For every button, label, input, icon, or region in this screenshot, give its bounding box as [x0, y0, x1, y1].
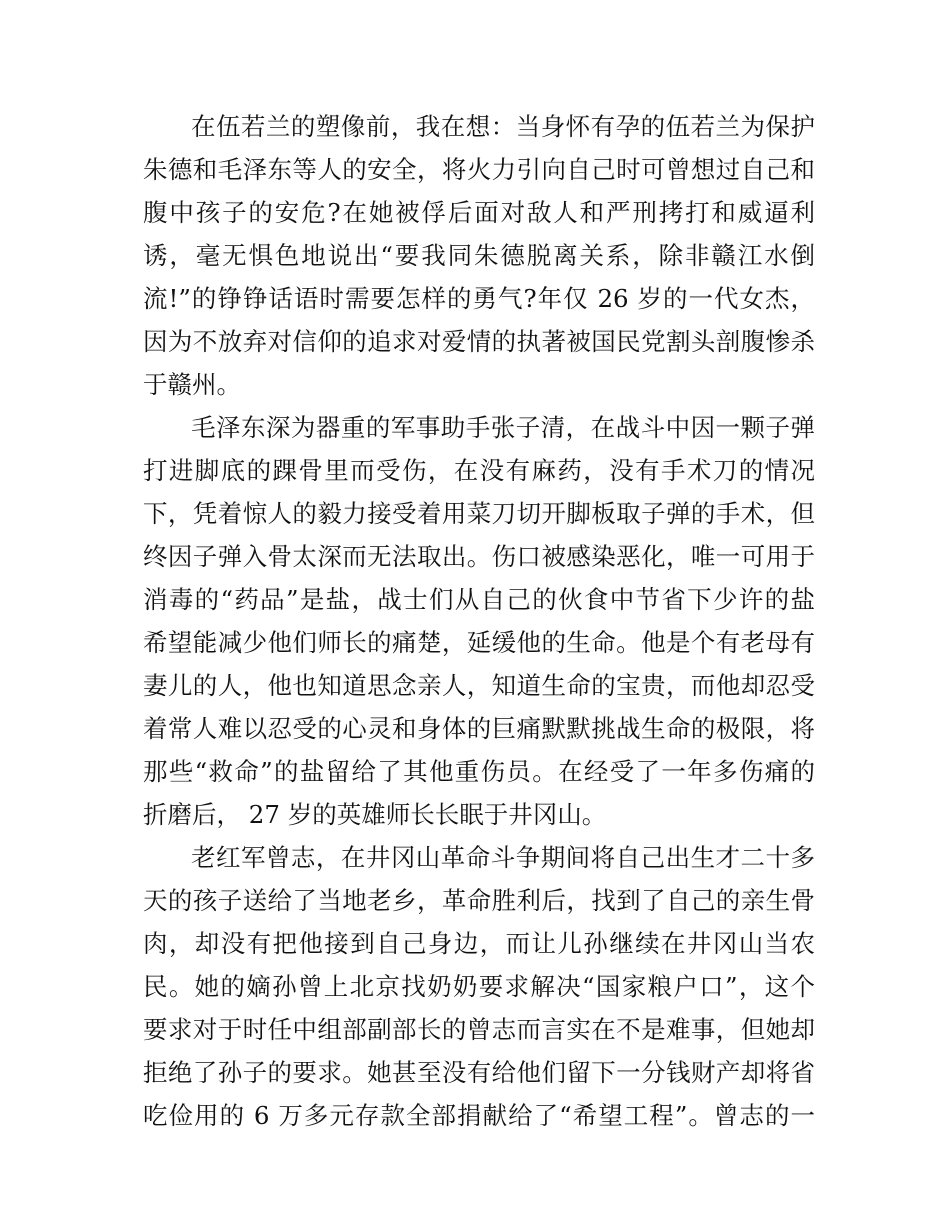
- paragraph-2-line-1: 毛泽东深为器重的军事助手张子清，在战斗中因一颗子弹: [191, 413, 815, 442]
- paragraph-3-line-4: 民。她的嫡孙曾上北京找奶奶要求解决“国家粮户口”，这个: [143, 972, 815, 1001]
- paragraph-3-line-3: 肉，却没有把他接到自己身边，而让儿孙继续在井冈山当农: [143, 929, 815, 958]
- paragraph-1-line-3: 腹中孩子的安危?在她被俘后面对敌人和严刑拷打和威逼利: [143, 198, 815, 227]
- paragraph-2-line-4: 终因子弹入骨太深而无法取出。伤口被感染恶化，唯一可用于: [143, 542, 815, 571]
- paragraph-1-line-1: 在伍若兰的塑像前，我在想：当身怀有孕的伍若兰为保护: [191, 112, 815, 141]
- paragraph-3-line-1: 老红军曾志，在井冈山革命斗争期间将自己出生才二十多: [191, 843, 815, 872]
- paragraph-1-line-5: 流!”的铮铮话语时需要怎样的勇气?年仅 26 岁的一代女杰，: [143, 284, 815, 313]
- paragraph-2-line-2: 打进脚底的踝骨里而受伤，在没有麻药，没有手术刀的情况: [143, 456, 815, 485]
- paragraph-3-line-2: 天的孩子送给了当地老乡，革命胜利后，找到了自己的亲生骨: [143, 886, 815, 915]
- paragraph-3-line-7: 吃俭用的 6 万多元存款全部捐献给了“希望工程”。曾志的一: [143, 1101, 815, 1130]
- paragraph-2-line-7: 妻儿的人，他也知道思念亲人，知道生命的宝贵，而他却忍受: [143, 671, 815, 700]
- paragraph-2-line-6: 希望能减少他们师长的痛楚，延缓他的生命。他是个有老母有: [143, 628, 815, 657]
- paragraph-2-line-8: 着常人难以忍受的心灵和身体的巨痛默默挑战生命的极限，将: [143, 714, 815, 743]
- paragraph-2-line-3: 下，凭着惊人的毅力接受着用菜刀切开脚板取子弹的手术，但: [143, 499, 815, 528]
- paragraph-2-line-10: 折磨后， 27 岁的英雄师长长眠于井冈山。: [143, 800, 607, 829]
- paragraph-1-line-4: 诱，毫无惧色地说出“要我同朱德脱离关系，除非赣江水倒: [143, 241, 815, 270]
- paragraph-1-line-6: 因为不放弃对信仰的追求对爱情的执著被国民党割头剖腹惨杀: [143, 327, 815, 356]
- paragraph-1-line-2: 朱德和毛泽东等人的安全，将火力引向自己时可曾想过自己和: [143, 155, 815, 184]
- paragraph-2-line-9: 那些“救命”的盐留给了其他重伤员。在经受了一年多伤痛的: [143, 757, 815, 786]
- paragraph-3-line-6: 拒绝了孙子的要求。她甚至没有给他们留下一分钱财产却将省: [143, 1058, 815, 1087]
- paragraph-2-line-5: 消毒的“药品”是盐，战士们从自己的伙食中节省下少许的盐: [143, 585, 815, 614]
- paragraph-3-line-5: 要求对于时任中组部副部长的曾志而言实在不是难事，但她却: [143, 1015, 815, 1044]
- paragraph-1-line-7: 于赣州。: [143, 370, 241, 399]
